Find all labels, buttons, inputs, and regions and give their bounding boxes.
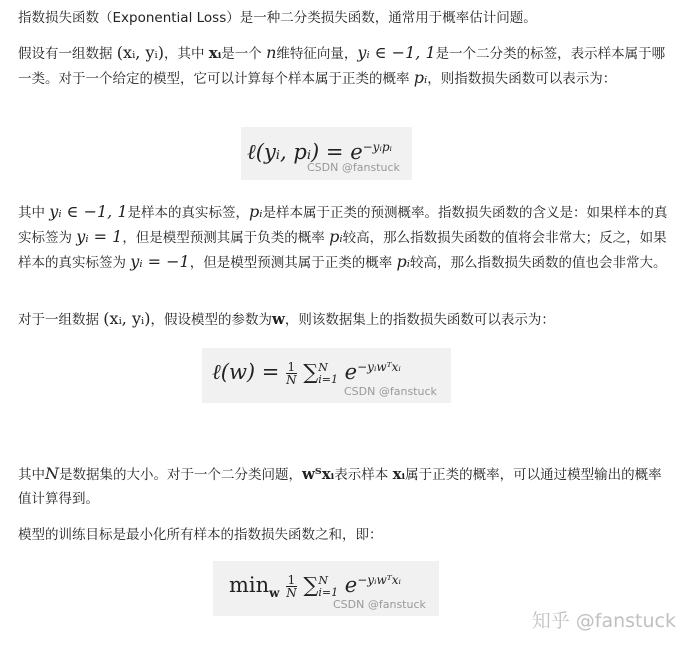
formula-lhs: ℓ(yᵢ, pᵢ) =: [247, 140, 351, 164]
math-inline: yᵢ ∈ −1, 1: [357, 43, 436, 62]
csdn-watermark: CSDN @fanstuck: [333, 598, 426, 611]
text-span: 是一个二分类的标签，表示样本属于哪一类。对于一个给定的模型，它可以计算每个样本属于正类的概率: [18, 46, 666, 87]
text-span: ，则指数损失函数可以表示为：: [427, 71, 617, 87]
text-span: 是一个: [221, 46, 262, 62]
csdn-watermark: CSDN @fanstuck: [344, 385, 437, 398]
math-inline: wᵀxᵢ: [302, 465, 335, 483]
sum-symbol: ∑: [303, 360, 319, 384]
math-inline: yᵢ = 1: [76, 227, 123, 246]
math-inline: xᵢ: [392, 465, 406, 483]
sum-limits: [318, 575, 338, 599]
fraction-denominator: N: [286, 586, 297, 600]
formula-box-objective: [213, 561, 439, 616]
definition-paragraph: [18, 41, 673, 91]
text-span: 属于正类的概率，可以通过模型输出的概率值计算得到。: [18, 467, 662, 507]
math-inline: yᵢ ∈ −1, 1: [49, 202, 128, 221]
formula-box-single-loss: [241, 127, 412, 180]
min-subscript: w: [269, 586, 280, 601]
score-paragraph: [18, 462, 673, 511]
formula-box-dataset-loss: [202, 348, 451, 403]
sum-lower-limit: i=1: [318, 585, 339, 599]
meaning-paragraph: [18, 200, 673, 275]
text-span: ，但是模型预测其属于正类的概率: [189, 255, 393, 271]
text-span: ，其中: [163, 46, 205, 62]
dataset-paragraph: [18, 307, 673, 332]
intro-paragraph: [18, 6, 673, 30]
text-span: 表示样本: [334, 467, 389, 483]
text-span: 是数据集的大小。对于一个二分类问题，: [59, 467, 302, 483]
fraction-numerator: 1: [287, 573, 296, 587]
text-span: 较高，那么指数损失函数的值也会非常大。: [409, 255, 667, 271]
math-inline: pᵢ: [413, 68, 428, 87]
sum-symbol: ∑: [303, 573, 319, 597]
text-span: 对于一组数据: [18, 312, 99, 328]
formula-fraction: [286, 361, 297, 386]
math-inline: (xᵢ, yᵢ): [103, 309, 151, 328]
formula-base: e: [350, 140, 363, 164]
text-span: ，则该数据集上的指数损失函数可以表示为：: [284, 312, 555, 328]
sum-limits: [318, 362, 338, 386]
formula-dataset-loss: [212, 360, 401, 386]
sum-upper-limit: N: [318, 573, 328, 587]
fraction-numerator: 1: [287, 360, 296, 374]
text-span: 其中: [18, 205, 45, 221]
text-span: 是样本属于正类的预测概率。指数损失函数的含义是：如果样本的真实标签为: [18, 205, 668, 246]
math-inline: pᵢ: [396, 252, 410, 271]
formula-lhs: ℓ(w) =: [212, 360, 287, 384]
csdn-watermark: CSDN @fanstuck: [307, 161, 400, 174]
sum-upper-limit: N: [318, 360, 328, 374]
text-span: ，但是模型预测其属于负类的概率: [122, 230, 325, 246]
text-span: 较高，那么指数损失函数的值将会非常大；反之，如果样本的真实标签为: [18, 230, 667, 271]
text-span: 维特征向量，: [276, 46, 358, 62]
math-inline: w: [271, 310, 285, 328]
formula-exponent: −yᵢpᵢ: [362, 140, 392, 154]
sum-lower-limit: i=1: [318, 372, 338, 386]
math-inline: N: [45, 464, 59, 483]
text-span: 其中: [18, 467, 45, 483]
text-span: 假设有一组数据: [18, 46, 113, 62]
formula-exponent: −yᵢwᵀxᵢ: [357, 360, 401, 374]
math-inline: pᵢ: [249, 202, 263, 221]
formula-fraction: [286, 574, 297, 599]
objective-text: 模型的训练目标是最小化所有样本的指数损失函数之和，即：: [18, 527, 383, 543]
math-inline: yᵢ = −1: [130, 252, 190, 271]
math-inline: (xᵢ, yᵢ): [116, 43, 164, 62]
text-span: ，假设模型的参数为: [150, 312, 272, 328]
formula-base: e: [344, 360, 358, 384]
zhihu-watermark: 知乎 @fanstuck: [531, 610, 676, 632]
math-inline: xᵢ: [208, 44, 222, 62]
math-inline: pᵢ: [329, 227, 343, 246]
objective-paragraph: [18, 523, 673, 547]
formula-objective: [229, 573, 401, 600]
formula-exponent: −yᵢwᵀxᵢ: [357, 573, 401, 587]
text-span: 是样本的真实标签，: [127, 205, 250, 221]
min-operator: min: [229, 573, 270, 597]
math-inline: n: [266, 43, 277, 62]
fraction-denominator: N: [286, 373, 297, 387]
intro-text: 指数损失函数（Exponential Loss）是一种二分类损失函数，通常用于概率估计问题。: [18, 10, 537, 26]
formula-base: e: [344, 573, 358, 597]
